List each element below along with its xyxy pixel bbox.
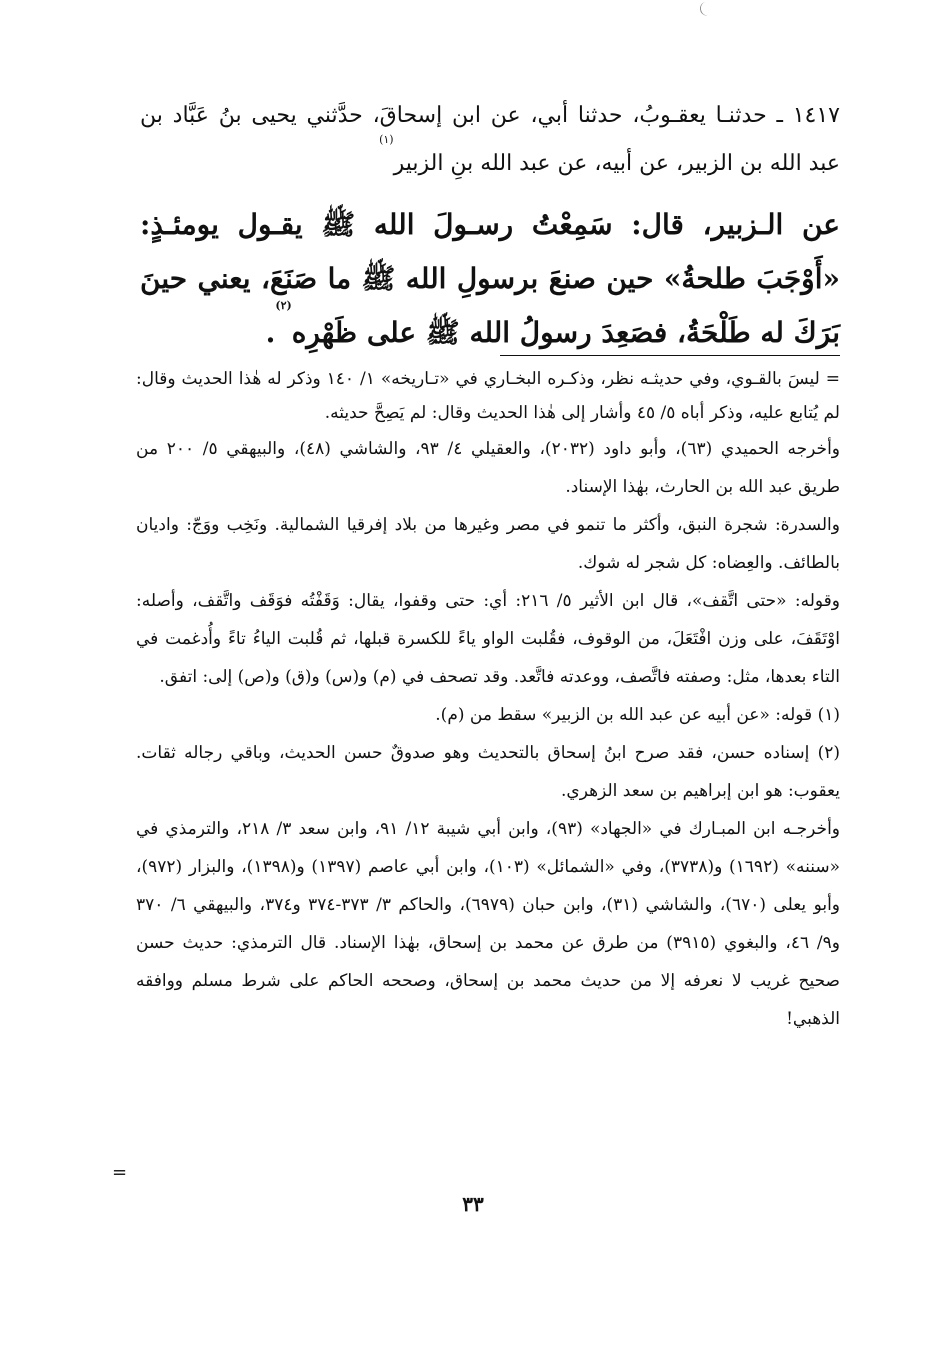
footnote-paragraph: وقوله: «حتى اتَّقف»، قال ابن الأثير ٥/ ٢١٦: أي: حتى وقفوا، يقال: وَقَفْتُه فوَقَف واتَّقف، وأصله: اوْتَقَفَ، على وزن افْتَعَلَ، من الوقوف، فقُلبت الواو ياءً للكسرة قبلها، ثم قُلبت الياءُ تاءً وأُدغمت في التاء بعدها، مثل: وصفته فاتَّصف، ووعدته فاتَّعد. وقد تصحف في (م) و(س) و(ق) و(ص) إلى: اتفق. (136, 591, 840, 687)
footnote-ref-2: (٢) (275, 299, 292, 312)
footnote-ref-1: (١) (379, 133, 394, 146)
hadith-isnad-line2: عَبَّاد بن عبد الله بن الزبير، عن أبيه، عن عبد الله بنِ الزبير (140, 103, 840, 176)
footnote-2: (٢) إسناده حسن، فقد صرح ابنُ إسحاق بالتحديث وهو صدوقٌ حسن الحديث، وباقي رجاله ثقات. يعقوب: هو ابن إبراهيم بن سعد الزهري. (136, 743, 840, 801)
footnote-paragraph: وأخرجـه ابن المبـارك في «الجهاد» (٩٣)، وابن أبي شيبة ١٢/ ٩١، وابن سعد ٣/ ٢١٨، والترمذي في «سننه» (١٦٩٢) و(٣٧٣٨)، وفي «الشمائل» (١٠٣)، وابن أبي عاصم (١٣٩٧) و(١٣٩٨)، والبزار (٩٧٢)، وأبو يعلى (٦٧٠)، والشاشي (٣١)، وابن حبان (٦٩٧٩)، والحاكم ٣/ ٣٧٣-٣٧٤ و٣٧٤، والبيهقي ٦/ ٣٧٠ و٩/ ٤٦، والبغوي (٣٩١٥) من طرق عن محمد بن إسحاق، بهٰذا الإسناد. قال الترمذي: حديث حسن صحيح غريب لا نعرفه إلا من حديث محمد بن إسحاق، وصححه الحاكم على شرط مسلم ووافقه الذهبي! (136, 819, 841, 1029)
footnote-continuation: = ليسَ بالقـوي، وفي حديثـه نظر، وذكـره البخـاري في «تـاريخه» ١/ ١٤٠ وذكر له هٰذا الحديث وقال: لم يُتابع عليه، وذكر أباه ٥/ ٤٥ وأشار إلى هٰذا الحديث وقال: لم يَصِحَّ حديثه. (136, 369, 841, 423)
footnote-paragraph: وأخرجه الحميدي (٦٣)، وأبو داود (٢٠٣٢)، والعقيلي ٤/ ٩٣، والشاشي (٤٨)، والبيهقي ٥/ ٢٠٠ من طريق عبد الله بن الحارث، بهٰذا الإسناد. (136, 439, 840, 497)
hadith-matn-text: عن الـزبير، قال: سَمِعْتُ رسـولَ الله ﷺ يقـول يومئـذٍ: «أَوْجَبَ طلحةُ» حين صنعَ برسولِ الله ﷺ ما صَنَعَ، يعني حينَ بَرَكَ له طَلْحَةُ، فصَعِدَ رسولُ الله ﷺ على ظَهْرِه (140, 208, 840, 349)
hadith-isnad (140, 92, 840, 188)
page-number: ٣٣ (462, 1192, 484, 1216)
hadith-isnad-line1: ١٤١٧ ـ حدثنـا يعقـوبُ، حدثنا أبي، عن ابن إسحاقَ، حدَّثني يحيى بنُ (218, 103, 840, 128)
footnote-paragraph: والسدرة: شجرة النبق، وأكثر ما تنمو في مصر وغيرها من بلاد إفرقيا الشمالية. ونَخِب ووَجّ: واديان بالطائف. والعِضاه: كل شجر له شوك. (136, 515, 840, 573)
hadith-matn-end: . (265, 316, 276, 349)
continuation-mark: = (112, 1162, 128, 1183)
footnote-divider (500, 355, 840, 356)
footnotes (136, 362, 840, 1038)
hadith-matn (140, 198, 840, 360)
scan-corner-mark (699, 1, 713, 17)
footnote-1: (١) قوله: «عن أبيه عن عبد الله بن الزبير» سقط من (م). (435, 705, 840, 725)
